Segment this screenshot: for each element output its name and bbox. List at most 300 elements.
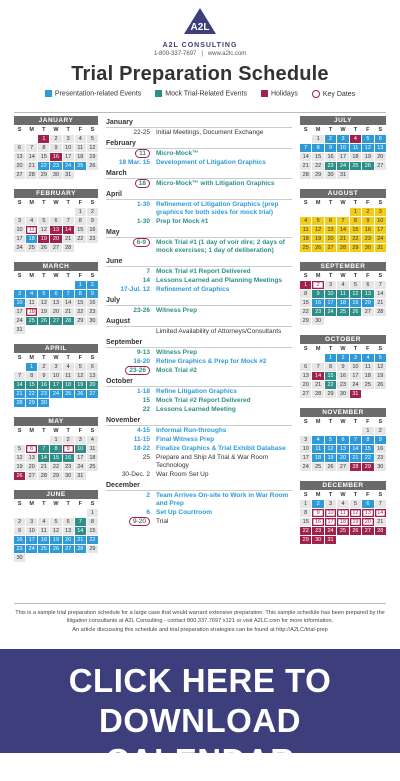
calendar-day: 21 xyxy=(26,162,37,170)
schedule-event xyxy=(106,367,292,375)
event-description: Trial xyxy=(156,518,169,525)
event-date-text: 6 xyxy=(146,509,150,516)
calendar-day: 31 xyxy=(14,326,25,334)
empty-cell xyxy=(300,427,311,435)
schedule-event xyxy=(106,518,292,526)
calendar-day: 15 xyxy=(75,226,86,234)
calendar-day: 12 xyxy=(350,509,361,517)
calendar-day: 12 xyxy=(87,144,98,152)
calendar-day: 22 xyxy=(300,308,311,316)
schedule-event xyxy=(106,427,292,435)
calendar-grid xyxy=(300,418,386,471)
weekday-label: T xyxy=(350,491,361,499)
calendar-day: 15 xyxy=(362,445,373,453)
calendar-day: 25 xyxy=(362,381,373,389)
event-description: Team Arrives On-site to Work in War Room and Prep xyxy=(156,492,289,507)
weekday-label: T xyxy=(63,272,74,280)
legend-label: Holidays xyxy=(270,90,298,98)
calendar-day: 2 xyxy=(312,500,323,508)
schedule-event xyxy=(106,454,292,470)
event-date xyxy=(106,349,156,357)
calendar-day: 26 xyxy=(362,162,373,170)
calendar-day: 21 xyxy=(63,308,74,316)
calendar-day: 28 xyxy=(350,463,361,471)
calendar-day: 20 xyxy=(26,463,37,471)
schedule-event xyxy=(106,445,292,453)
calendar-day: 19 xyxy=(362,153,373,161)
disclaimer xyxy=(14,610,386,635)
calendar-day: 25 xyxy=(75,162,86,170)
calendar-day: 9 xyxy=(63,445,74,453)
calendar-day: 14 xyxy=(75,527,86,535)
calendar-day: 2 xyxy=(337,354,348,362)
schedule-list xyxy=(106,116,292,526)
website-link[interactable]: www.a2lc.com xyxy=(207,51,247,57)
calendar-day: 31 xyxy=(337,171,348,179)
calendar-day: 6 xyxy=(300,363,311,371)
calendar-day: 26 xyxy=(325,463,336,471)
event-description: Prepare and Ship All Trial & War Room Technology xyxy=(156,454,269,469)
calendar-month-title: SEPTEMBER xyxy=(300,262,386,271)
calendar-grid xyxy=(300,199,386,252)
weekday-label: W xyxy=(50,427,61,435)
event-date xyxy=(106,436,156,444)
calendar-day: 27 xyxy=(87,390,98,398)
calendar-day: 2 xyxy=(362,208,373,216)
mini-calendar-november xyxy=(300,408,386,471)
event-date xyxy=(106,471,156,479)
weekday-label: F xyxy=(75,199,86,207)
event-description: Lessons Learned Meeting xyxy=(156,406,236,413)
calendar-day: 23 xyxy=(325,162,336,170)
calendar-day: 9 xyxy=(50,144,61,152)
event-date-text: 7 xyxy=(146,268,150,275)
calendar-day: 15 xyxy=(50,454,61,462)
schedule-event xyxy=(106,349,292,357)
calendar-day: 3 xyxy=(26,518,37,526)
calendar-day: 16 xyxy=(325,153,336,161)
calendar-day: 2 xyxy=(312,281,323,289)
calendar-day: 9 xyxy=(312,290,323,298)
event-date-text: 17-Jul. 12 xyxy=(120,286,150,293)
calendar-day: 28 xyxy=(63,244,74,252)
weekday-label: S xyxy=(87,199,98,207)
calendar-day: 27 xyxy=(337,463,348,471)
calendar-day: 10 xyxy=(75,445,86,453)
calendar-day: 30 xyxy=(362,244,373,252)
weekday-label: F xyxy=(362,272,373,280)
calendar-day: 23 xyxy=(50,162,61,170)
calendar-day: 2 xyxy=(50,135,61,143)
event-description: Mock Trial #2 xyxy=(156,367,197,374)
calendar-day: 23 xyxy=(14,545,25,553)
calendar-day: 8 xyxy=(300,290,311,298)
calendar-day: 18 xyxy=(26,235,37,243)
calendar-day: 20 xyxy=(362,299,373,307)
event-date xyxy=(106,492,156,508)
calendar-day: 3 xyxy=(375,208,386,216)
event-description: Mock Trial #1 Report Delivered xyxy=(156,268,251,275)
calendar-day: 27 xyxy=(26,472,37,480)
calendar-day: 24 xyxy=(337,162,348,170)
event-description: Development of Litigation Graphics xyxy=(156,159,266,166)
calendar-day: 28 xyxy=(375,527,386,535)
event-date xyxy=(106,277,156,285)
weekday-label: S xyxy=(300,199,311,207)
calendar-day: 23 xyxy=(38,390,49,398)
weekday-label: T xyxy=(350,345,361,353)
schedule-month-heading: September xyxy=(106,339,292,348)
calendar-day: 30 xyxy=(325,171,336,179)
calendar-day: 25 xyxy=(26,244,37,252)
calendar-day: 3 xyxy=(325,500,336,508)
calendar-day: 25 xyxy=(337,308,348,316)
divider xyxy=(14,603,386,604)
weekday-label: M xyxy=(312,418,323,426)
calendar-day: 15 xyxy=(300,518,311,526)
calendar-day: 7 xyxy=(38,445,49,453)
weekday-label: W xyxy=(337,272,348,280)
calendar-day: 4 xyxy=(26,290,37,298)
calendar-day: 16 xyxy=(50,153,61,161)
calendar-month-title: JANUARY xyxy=(14,116,98,125)
calendar-day: 8 xyxy=(350,217,361,225)
cta-line-2: DOWNLOAD CALENDAR xyxy=(99,702,301,779)
event-description: Lessons Learned and Planning Meetings xyxy=(156,277,283,284)
calendar-day: 30 xyxy=(312,317,323,325)
event-date-text: 4-15 xyxy=(136,427,150,434)
calendar-day: 9 xyxy=(87,217,98,225)
calendar-grid xyxy=(300,272,386,325)
calendar-day: 17 xyxy=(63,153,74,161)
calendar-day: 1 xyxy=(26,363,37,371)
calendar-day: 31 xyxy=(325,536,336,544)
calendar-day: 2 xyxy=(375,427,386,435)
calendar-day: 30 xyxy=(63,472,74,480)
calendar-day: 19 xyxy=(14,463,25,471)
calendar-day: 10 xyxy=(300,445,311,453)
legend-swatch xyxy=(261,90,268,97)
weekday-label: S xyxy=(14,427,25,435)
legend-item xyxy=(312,90,355,98)
event-description: Micro-Mock™ xyxy=(156,150,199,157)
calendar-day: 25 xyxy=(337,527,348,535)
calendar-day: 21 xyxy=(63,235,74,243)
weekday-label: T xyxy=(63,354,74,362)
calendar-day: 13 xyxy=(337,445,348,453)
event-date xyxy=(106,129,156,137)
empty-cell xyxy=(26,135,37,143)
calendar-day: 22 xyxy=(300,527,311,535)
calendar-day: 7 xyxy=(312,363,323,371)
calendar-day: 5 xyxy=(38,290,49,298)
weekday-label: T xyxy=(325,199,336,207)
calendar-day: 5 xyxy=(325,436,336,444)
weekday-label: S xyxy=(375,272,386,280)
calendar-day: 28 xyxy=(14,399,25,407)
weekday-label: S xyxy=(300,272,311,280)
calendar-day: 19 xyxy=(375,372,386,380)
calendar-day: 29 xyxy=(26,399,37,407)
calendar-day: 2 xyxy=(87,208,98,216)
event-date xyxy=(106,268,156,276)
calendar-month-title: OCTOBER xyxy=(300,335,386,344)
schedule-event xyxy=(106,277,292,285)
calendar-day: 9 xyxy=(38,372,49,380)
calendar-day: 15 xyxy=(26,381,37,389)
calendar-day: 1 xyxy=(87,509,98,517)
divider xyxy=(14,112,386,113)
calendar-day: 31 xyxy=(350,390,361,398)
weekday-label: M xyxy=(26,500,37,508)
weekday-label: T xyxy=(38,199,49,207)
brand-name: A2L CONSULTING xyxy=(162,42,238,49)
calendar-day: 8 xyxy=(312,144,323,152)
event-date xyxy=(106,397,156,405)
schedule-event xyxy=(106,129,292,137)
calendar-day: 4 xyxy=(362,354,373,362)
empty-cell xyxy=(63,281,74,289)
event-date-text: 18-22 xyxy=(133,445,150,452)
weekday-label: S xyxy=(14,354,25,362)
schedule-event xyxy=(106,239,292,255)
mini-calendar-july xyxy=(300,116,386,179)
calendar-day: 24 xyxy=(63,162,74,170)
calendar-day: 4 xyxy=(350,135,361,143)
calendar-day: 29 xyxy=(300,317,311,325)
calendar-grid xyxy=(14,427,98,480)
calendar-day: 28 xyxy=(300,171,311,179)
event-date xyxy=(106,427,156,435)
calendar-day: 14 xyxy=(63,299,74,307)
calendar-day: 3 xyxy=(350,354,361,362)
calendar-day: 24 xyxy=(14,317,25,325)
calendar-day: 30 xyxy=(87,317,98,325)
calendar-day: 9 xyxy=(362,217,373,225)
calendar-day: 18 xyxy=(337,518,348,526)
cta-line-1: CLICK HERE TO xyxy=(68,662,332,699)
calendar-day: 30 xyxy=(50,171,61,179)
calendar-day: 15 xyxy=(325,372,336,380)
calendar-day: 9 xyxy=(325,144,336,152)
calendar-day: 5 xyxy=(38,217,49,225)
schedule-month-heading: January xyxy=(106,119,292,128)
calendar-day: 16 xyxy=(38,381,49,389)
calendar-day: 11 xyxy=(87,445,98,453)
calendar-day: 6 xyxy=(50,217,61,225)
a2l-logo-icon xyxy=(182,6,218,36)
schedule-event xyxy=(106,436,292,444)
calendar-day: 1 xyxy=(325,354,336,362)
calendar-day: 10 xyxy=(375,217,386,225)
empty-cell xyxy=(14,436,25,444)
schedule-month-heading: June xyxy=(106,258,292,267)
calendar-day: 27 xyxy=(300,390,311,398)
mini-calendar-december xyxy=(300,481,386,544)
schedule-month-heading: August xyxy=(106,318,292,327)
weekday-label: F xyxy=(362,345,373,353)
legend-item xyxy=(261,90,298,98)
calendar-day: 6 xyxy=(362,500,373,508)
calendar-day: 18 xyxy=(350,153,361,161)
logo-text: A2L xyxy=(190,22,210,33)
schedule-event xyxy=(106,218,292,226)
weekday-label: W xyxy=(337,418,348,426)
event-date-text: 22 xyxy=(142,406,150,413)
calendar-grid xyxy=(14,199,98,252)
key-date-ring-icon xyxy=(312,90,320,98)
calendar-day: 11 xyxy=(362,363,373,371)
calendar-day: 8 xyxy=(38,144,49,152)
event-date xyxy=(106,406,156,414)
calendar-day: 16 xyxy=(87,299,98,307)
calendar-day: 21 xyxy=(350,454,361,462)
calendar-day: 25 xyxy=(63,390,74,398)
calendar-day: 8 xyxy=(75,290,86,298)
weekday-label: T xyxy=(325,418,336,426)
weekday-label: S xyxy=(87,354,98,362)
calendar-day: 11 xyxy=(75,144,86,152)
download-calendar-button[interactable] xyxy=(0,649,400,779)
weekday-label: T xyxy=(38,354,49,362)
calendar-day: 24 xyxy=(350,381,361,389)
weekday-label: S xyxy=(87,500,98,508)
calendar-day: 23 xyxy=(312,527,323,535)
calendar-day: 31 xyxy=(375,244,386,252)
event-date xyxy=(106,286,156,294)
calendar-day: 16 xyxy=(375,445,386,453)
calendar-day: 9 xyxy=(87,290,98,298)
calendar-day: 23 xyxy=(362,235,373,243)
schedule-event xyxy=(106,406,292,414)
weekday-label: S xyxy=(87,272,98,280)
calendar-day: 14 xyxy=(337,226,348,234)
calendar-day: 12 xyxy=(325,445,336,453)
calendar-day: 8 xyxy=(50,445,61,453)
empty-cell xyxy=(26,281,37,289)
calendar-day: 18 xyxy=(300,235,311,243)
schedule-event xyxy=(106,286,292,294)
empty-cell xyxy=(325,208,336,216)
weekday-label: T xyxy=(350,272,361,280)
calendar-day: 16 xyxy=(337,372,348,380)
schedule-event xyxy=(106,150,292,158)
event-date-text: 16-20 xyxy=(133,358,150,365)
calendar-day: 4 xyxy=(26,217,37,225)
calendar-day: 1 xyxy=(312,135,323,143)
empty-cell xyxy=(14,281,25,289)
calendar-grid xyxy=(300,345,386,398)
event-date xyxy=(106,239,156,255)
event-date-text: 18 Mar. 15 xyxy=(118,159,150,166)
calendar-day: 11 xyxy=(312,445,323,453)
calendar-day: 11 xyxy=(300,226,311,234)
event-description: Refine Graphics & Prep for Mock #2 xyxy=(156,358,267,365)
calendar-day: 6 xyxy=(362,281,373,289)
calendar-day: 3 xyxy=(14,290,25,298)
calendar-day: 18 xyxy=(337,299,348,307)
calendar-day: 29 xyxy=(38,171,49,179)
article-link-text[interactable]: An article discussing this schedule and trial preparation strategies can be found at http://A2LC/trial-prep xyxy=(72,627,328,633)
calendar-day: 12 xyxy=(38,299,49,307)
calendar-day: 17 xyxy=(375,226,386,234)
calendar-day: 26 xyxy=(350,308,361,316)
calendar-day: 14 xyxy=(38,454,49,462)
calendar-day: 31 xyxy=(75,472,86,480)
calendar-day: 12 xyxy=(362,144,373,152)
calendar-day: 10 xyxy=(14,299,25,307)
calendar-day: 10 xyxy=(337,144,348,152)
event-description: Witness Prep xyxy=(156,349,198,356)
calendar-day: 20 xyxy=(362,518,373,526)
weekday-label: S xyxy=(300,418,311,426)
schedule-event xyxy=(106,201,292,217)
calendar-day: 17 xyxy=(325,299,336,307)
weekday-label: S xyxy=(300,491,311,499)
schedule-event xyxy=(106,388,292,396)
weekday-label: S xyxy=(375,491,386,499)
calendar-day: 11 xyxy=(350,144,361,152)
event-date-text: 23-26 xyxy=(133,307,150,314)
weekday-label: M xyxy=(312,272,323,280)
calendar-day: 23 xyxy=(337,381,348,389)
calendar-day: 2 xyxy=(14,518,25,526)
empty-cell xyxy=(75,509,86,517)
calendar-day: 27 xyxy=(63,545,74,553)
calendar-day: 12 xyxy=(75,372,86,380)
event-date-text: 25 xyxy=(142,454,150,461)
calendar-day: 2 xyxy=(325,135,336,143)
calendar-day: 20 xyxy=(50,308,61,316)
calendar-day: 14 xyxy=(350,445,361,453)
empty-cell xyxy=(50,281,61,289)
event-description: Set Up Courtroom xyxy=(156,509,212,516)
calendar-grid xyxy=(300,491,386,544)
calendar-day: 6 xyxy=(325,217,336,225)
calendar-day: 17 xyxy=(14,308,25,316)
calendar-month-title: NOVEMBER xyxy=(300,408,386,417)
calendar-day: 20 xyxy=(50,235,61,243)
weekday-label: M xyxy=(312,126,323,134)
calendar-day: 2 xyxy=(87,281,98,289)
calendar-day: 29 xyxy=(350,244,361,252)
calendar-day: 15 xyxy=(75,299,86,307)
mini-calendar-may xyxy=(14,417,98,480)
weekday-label: T xyxy=(38,500,49,508)
calendar-day: 19 xyxy=(38,235,49,243)
calendar-day: 22 xyxy=(362,454,373,462)
weekday-label: W xyxy=(337,491,348,499)
calendar-day: 12 xyxy=(375,363,386,371)
event-date-text: 11 xyxy=(135,149,150,158)
calendar-month-title: APRIL xyxy=(14,344,98,353)
empty-cell xyxy=(26,208,37,216)
mini-calendar-april xyxy=(14,344,98,407)
calendar-day: 24 xyxy=(26,545,37,553)
empty-cell xyxy=(14,208,25,216)
event-date xyxy=(106,509,156,517)
calendar-day: 13 xyxy=(375,144,386,152)
weekday-label: W xyxy=(337,199,348,207)
calendar-day: 23 xyxy=(312,308,323,316)
calendar-day: 13 xyxy=(362,290,373,298)
calendar-day: 22 xyxy=(75,235,86,243)
calendar-day: 15 xyxy=(38,153,49,161)
weekday-label: S xyxy=(375,345,386,353)
calendar-day: 11 xyxy=(337,290,348,298)
calendar-day: 29 xyxy=(312,171,323,179)
calendar-day: 17 xyxy=(75,454,86,462)
